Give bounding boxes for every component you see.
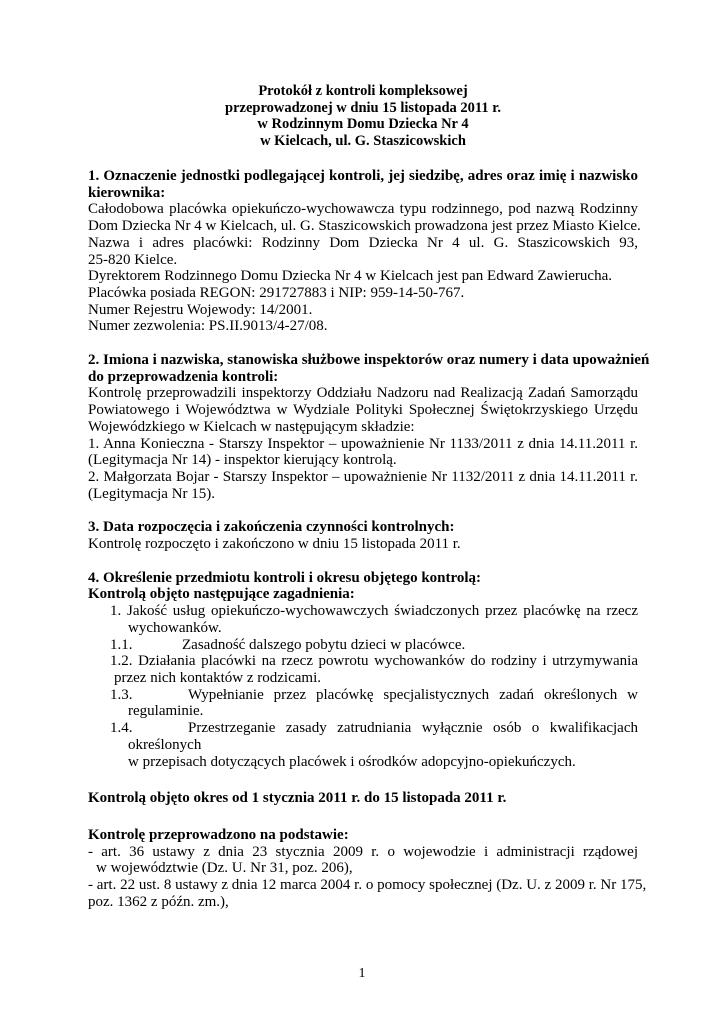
list-item-text: Zasadność dalszego pobytu dzieci w placówce. — [182, 636, 466, 653]
section-1-heading-line-2: kierownika: — [88, 184, 166, 201]
section-3-heading: 3. Data rozpoczęcia i zakończenia czynności kontrolnych: — [88, 519, 455, 536]
list-item-text: Wypełnianie przez placówkę specjalistycznych zadań określonych w — [188, 686, 638, 703]
basis-item-2-cont: poz. 1362 z późn. zm.), — [88, 893, 229, 910]
title-line-3: w Rodzinnym Domu Dziecka Nr 4 — [257, 116, 469, 132]
basis-item-2: - art. 22 ust. 8 ustawy z dnia 12 marca 2004 r. o pomocy społecznej (Dz. U. z 2009 r. Nr 175, — [88, 877, 647, 894]
inspector-1: 1. Anna Konieczna - Starszy Inspektor – upoważnienie Nr 1133/2011 z dnia 14.11.2011 r. — [88, 435, 638, 452]
inspector-2-id: (Legitymacja Nr 15). — [88, 485, 216, 502]
list-item-1-2-cont: przez nich kontaktów z rodzicami. — [114, 669, 321, 686]
section-1-text: Placówka posiada REGON: 291727883 i NIP: 959-14-50-767. — [88, 284, 465, 301]
section-1 — [88, 168, 641, 335]
list-item-1-3-cont: regulaminie. — [128, 703, 204, 720]
section-2-text: Powiatowego i Województwa w Wydziale Polityki Społecznej Świętokrzyskiego Urzędu — [88, 402, 638, 419]
inspector-2: 2. Małgorzata Bojar - Starszy Inspektor – upoważnienie Nr 1132/2011 z dnia 14.11.2011 r. — [88, 468, 638, 485]
section-2 — [88, 352, 650, 502]
section-2-text: Wojewódzkiego w Kielcach w następującym składzie: — [88, 418, 415, 435]
list-item-1-4-cont: określonych — [128, 736, 202, 753]
list-item-number: 1.3. — [110, 686, 133, 703]
list-item-1-3 — [88, 687, 638, 704]
section-2-text: Kontrolę przeprowadzili inspektorzy Oddziału Nadzoru nad Realizacją Zadań Samorządu — [88, 385, 638, 402]
section-1-text: Numer zezwolenia: PS.II.9013/4-27/08. — [88, 318, 328, 335]
document-page — [88, 83, 650, 910]
list-item-1-2: 1.2. Działania placówki na rzecz powrotu wychowanków do rodziny i utrzymywania — [110, 653, 638, 670]
section-1-text: Dyrektorem Rodzinnego Domu Dziecka Nr 4 w Kielcach jest pan Edward Zawierucha. — [88, 268, 612, 285]
document-title — [88, 83, 638, 149]
section-3-text: Kontrolę rozpoczęto i zakończono w dniu 15 listopada 2011 r. — [88, 536, 461, 553]
section-1-text: 25-820 Kielce. — [88, 251, 178, 268]
period-section — [88, 790, 638, 807]
section-1-text: Nazwa i adres placówki: Rodzinny Dom Dziecka Nr 4 ul. G. Staszicowskich 93, — [88, 234, 638, 251]
list-item-number: 1.1. — [110, 636, 133, 653]
list-item-1-4-cont: w przepisach dotyczących placówek i ośrodków adopcyjno-opiekuńczych. — [128, 753, 576, 770]
basis-item-1: - art. 36 ustawy z dnia 23 stycznia 2009 r. o wojewodzie i administracji rządowej — [88, 843, 638, 860]
title-line-2: przeprowadzonej w dniu 15 listopada 2011 r. — [225, 99, 501, 116]
section-4-heading-line-2: Kontrolą objęto następujące zagadnienia: — [88, 586, 355, 603]
list-item-number: 1.4. — [110, 720, 133, 737]
page-number: 1 — [358, 966, 366, 981]
section-1-text: Dom Dziecka Nr 4 w Kielcach, ul. G. Staszicowskich prowadzona jest przez Miasto Kielce. — [88, 218, 641, 235]
basis-item-1-cont: w województwie (Dz. U. Nr 31, poz. 206), — [96, 860, 353, 877]
section-2-heading-line-1: 2. Imiona i nazwiska, stanowiska służbowe inspektorów oraz numery i data upoważnień — [88, 352, 650, 369]
section-1-heading-line-1: 1. Oznaczenie jednostki podlegającej kontroli, jej siedzibę, adres oraz imię i nazwisko — [88, 168, 638, 184]
list-item-text: Przestrzeganie zasady zatrudniania wyłącznie osób o kwalifikacjach — [188, 720, 638, 737]
title-line-4: w Kielcach, ul. G. Staszicowskich — [260, 132, 466, 149]
list-item-1-cont: wychowanków. — [128, 619, 222, 636]
section-1-text: Numer Rejestru Wojewody: 14/2001. — [88, 301, 313, 318]
section-4-heading-line-1: 4. Określenie przedmiotu kontroli i okresu objętego kontrolą: — [88, 569, 482, 586]
list-item-1-4 — [88, 720, 638, 737]
control-period: Kontrolą objęto okres od 1 stycznia 2011 r. do 15 listopada 2011 r. — [88, 790, 507, 807]
section-1-text: Całodobowa placówka opiekuńczo-wychowawcza typu rodzinnego, pod nazwą Rodzinny — [88, 201, 638, 218]
list-item-1-1 — [88, 637, 638, 654]
basis-section — [88, 826, 647, 911]
inspector-1-id: (Legitymacja Nr 14) - inspektor kierujący kontrolą. — [88, 452, 397, 469]
list-item-1: 1. Jakość usług opiekuńczo-wychowawczych świadczonych przez placówkę na rzecz — [110, 603, 638, 620]
basis-heading: Kontrolę przeprowadzono na podstawie: — [88, 826, 349, 843]
section-4 — [88, 570, 638, 770]
section-2-heading-line-2: do przeprowadzenia kontroli: — [88, 368, 279, 385]
title-line-1: Protokół z kontroli kompleksowej — [258, 83, 468, 99]
section-3 — [88, 519, 638, 552]
